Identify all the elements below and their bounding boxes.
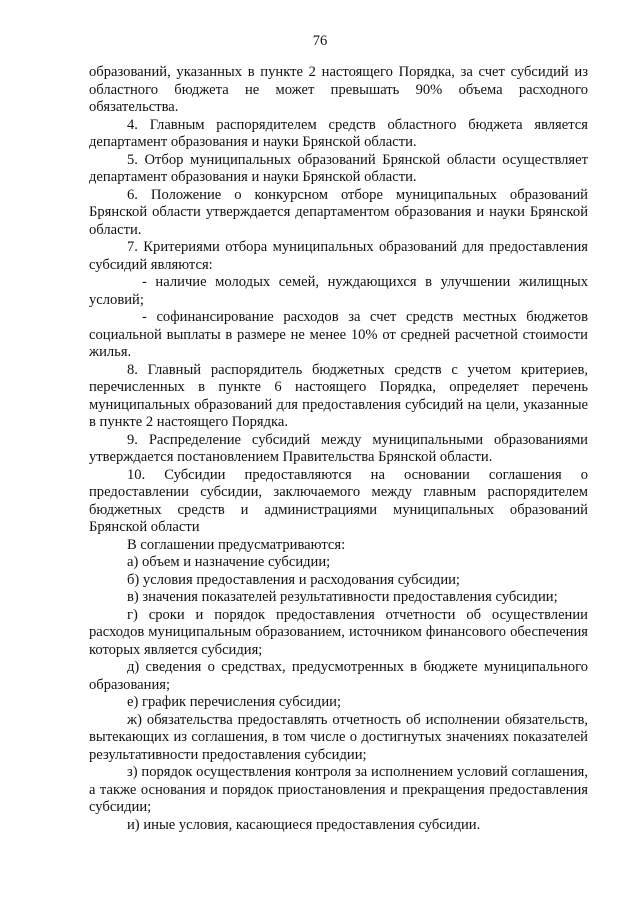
paragraph-item-5: 5. Отбор муниципальных образований Брянской области осуществляет департамент образования и науки Брянской области. bbox=[89, 151, 588, 185]
agreement-item-b: б) условия предоставления и расходования субсидии; bbox=[127, 571, 460, 588]
criterion-young-families: - наличие молодых семей, нуждающихся в улучшении жилищных условий; bbox=[89, 274, 588, 308]
agreement-item-i: и) иные условия, касающиеся предоставления субсидии. bbox=[127, 816, 481, 833]
agreement-item-v: в) значения показателей результативности предоставления субсидии; bbox=[127, 589, 558, 605]
agreement-item-zh: ж) обязательства предоставлять отчетность об исполнении обязательств, вытекающих из соглашения, в том числе о достигнутых значениях показателей результативности предоставления субсидии; bbox=[89, 711, 588, 763]
agreement-intro: В соглашении предусматриваются: bbox=[127, 536, 346, 553]
paragraph-item-6: 6. Положение о конкурсном отборе муниципальных образований Брянской области утверждается департаментом образования и науки Брянской области. bbox=[89, 186, 588, 238]
document-body bbox=[89, 64, 588, 834]
paragraph-item-8: 8. Главный распорядитель бюджетных средств с учетом критериев, перечисленных в пункте 6 настоящего Порядка, определяет перечень муниципальных образований для предоставления субсидий на цели, указанные в пункте 2 настоящего Порядка. bbox=[89, 361, 588, 430]
paragraph-continuation: образований, указанных в пункте 2 настоящего Порядка, за счет субсидий из областного бюджета не может превышать 90% объема расходного обязательства. bbox=[89, 64, 588, 115]
agreement-item-a: а) объем и назначение субсидии; bbox=[127, 554, 331, 570]
agreement-item-z: з) порядок осуществления контроля за исполнением условий соглашения, а также основания и порядок приостановления и прекращения предоставления субсидии; bbox=[89, 764, 588, 815]
criterion-cofinancing: - софинансирование расходов за счет средств местных бюджетов социальной выплаты в размере не менее 10% от средней расчетной стоимости жилья. bbox=[89, 309, 588, 360]
paragraph-item-9: 9. Распределение субсидий между муниципальными образованиями утверждается постановлением Правительства Брянской области. bbox=[89, 431, 588, 465]
agreement-item-g: г) сроки и порядок предоставления отчетности об осуществлении расходов муниципальным образованием, источником финансового обеспечения которых является субсидия; bbox=[89, 606, 588, 658]
page-number: 76 bbox=[312, 33, 328, 49]
agreement-item-e: е) график перечисления субсидии; bbox=[127, 694, 342, 710]
paragraph-item-7: 7. Критериями отбора муниципальных образований для предоставления субсидий являются: bbox=[89, 239, 588, 273]
paragraph-item-4: 4. Главным распорядителем средств областного бюджета является департамент образования и науки Брянской области. bbox=[89, 116, 588, 150]
paragraph-item-10: 10. Субсидии предоставляются на основании соглашения о предоставлении субсидии, заключаемого между главным распорядителем бюджетных средств и администрациями муниципальных образований Брянской области bbox=[89, 466, 588, 535]
agreement-item-d: д) сведения о средствах, предусмотренных в бюджете муниципального образования; bbox=[89, 659, 588, 693]
